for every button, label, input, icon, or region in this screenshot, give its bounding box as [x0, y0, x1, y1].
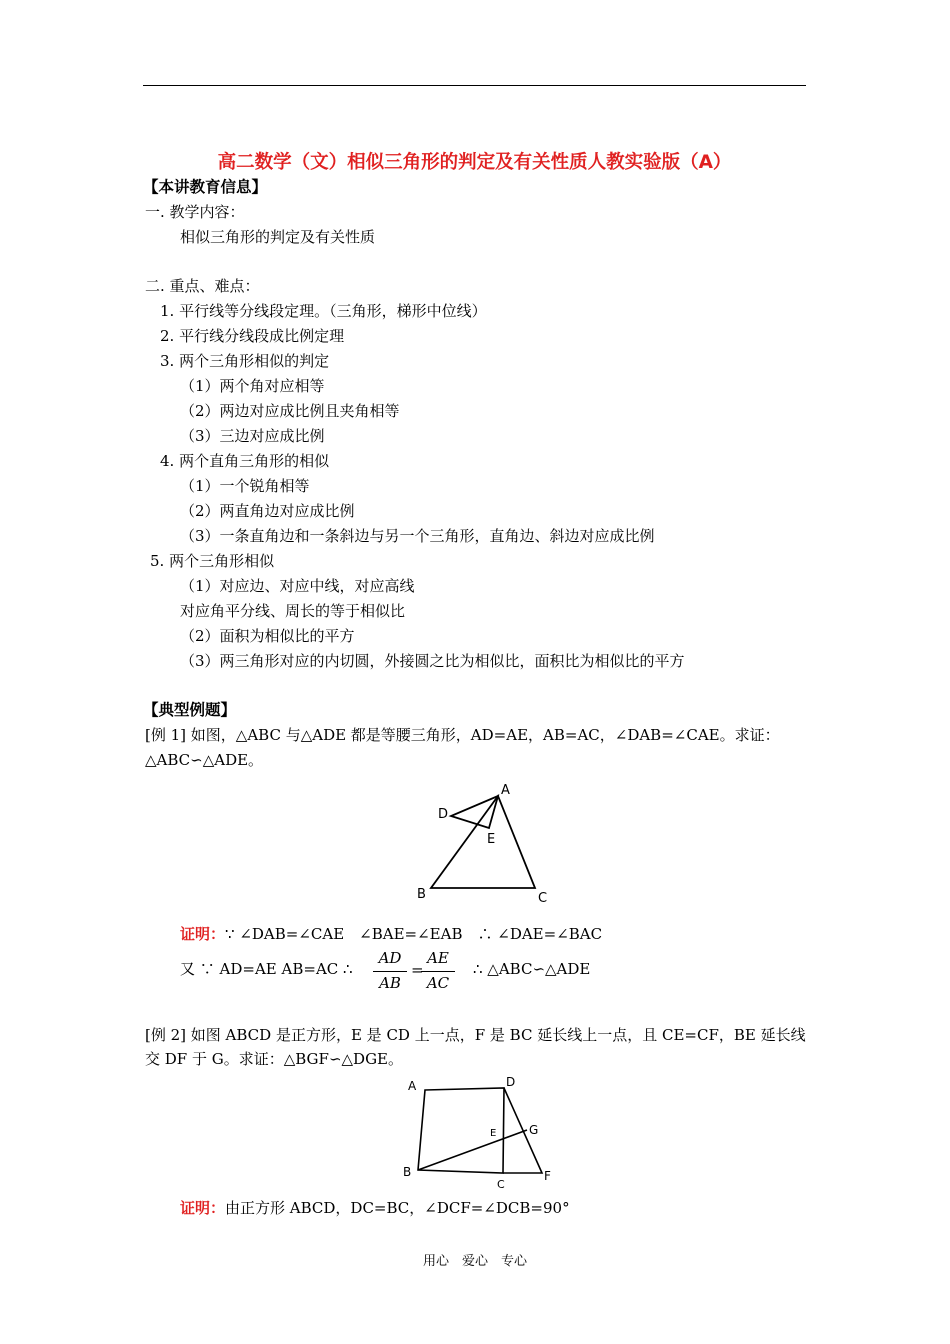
- label-d: D: [438, 807, 449, 822]
- list-item: 2. 平行线分线段成比例定理: [160, 327, 345, 345]
- proof-label: 证明：: [180, 1199, 226, 1217]
- label-b: B: [417, 887, 426, 902]
- label-e: E: [490, 1128, 497, 1139]
- frac2-bar: [421, 971, 455, 972]
- list-item: （1）对应边、对应中线，对应高线: [180, 577, 415, 595]
- frac1-numerator: AD: [378, 949, 402, 967]
- list-item: 4. 两个直角三角形的相似: [160, 452, 330, 470]
- content-text: 相似三角形的判定及有关性质: [180, 228, 376, 246]
- example2-statement: [例 2] 如图 ABCD 是正方形，E 是 CD 上一点，F 是 BC 延长线上一点，且 CE=CF，BE 延长线: [145, 1026, 806, 1044]
- proof1-line2a: 又 ∵ AD=AE AB=AC ∴: [180, 960, 353, 978]
- frac1-denominator: AB: [379, 974, 401, 992]
- proof-label: 证明：: [180, 925, 226, 943]
- section-heading-info: 【本讲教育信息】: [143, 178, 268, 196]
- equals-sign: =: [411, 961, 424, 979]
- label-d: D: [506, 1075, 516, 1089]
- list-item: （2）两直角边对应成比例: [180, 502, 355, 520]
- figure-square: [398, 1070, 568, 1195]
- proof1-line2b: ∴ △ABC∽△ADE: [473, 960, 591, 978]
- list-item: 1. 平行线等分线段定理。（三角形，梯形中位线）: [160, 302, 487, 320]
- list-item: 3. 两个三角形相似的判定: [160, 352, 330, 370]
- label-c: C: [538, 891, 548, 906]
- document-title: 高二数学（文）相似三角形的判定及有关性质人教实验版（A）: [217, 152, 732, 173]
- list-item: （3）一条直角边和一条斜边与另一个三角形，直角边、斜边对应成比例: [180, 527, 655, 545]
- label-e: E: [487, 832, 496, 847]
- example1-statement-cont: △ABC∽△ADE。: [145, 751, 264, 769]
- list-item: 5. 两个三角形相似: [150, 552, 275, 570]
- label-b: B: [403, 1165, 412, 1179]
- header-rule: [143, 85, 806, 86]
- example1-statement: [例 1] 如图，△ABC 与△ADE 都是等腰三角形，AD=AE，AB=AC，∠DAB=∠CAE。求证：: [145, 726, 780, 744]
- label-a: A: [408, 1079, 417, 1093]
- proof2-text: 由正方形 ABCD，DC=BC，∠DCF=∠DCB=90°: [225, 1199, 570, 1217]
- label-c: C: [497, 1178, 505, 1191]
- label-f: F: [544, 1169, 551, 1183]
- list-item: （3）三边对应成比例: [180, 427, 325, 445]
- proof1-line1: [180, 924, 602, 944]
- label-a: A: [501, 783, 510, 798]
- proof1-text: ∵ ∠DAB=∠CAE ∠BAE=∠EAB ∴ ∠DAE=∠BAC: [225, 925, 603, 943]
- example2-statement-cont: 交 DF 于 G。求证：△BGF∽△DGE。: [145, 1050, 404, 1068]
- label-g: G: [529, 1123, 539, 1137]
- content-label: 一. 教学内容：: [145, 203, 245, 221]
- section-heading-examples: 【典型例题】: [143, 701, 237, 719]
- list-item: （1）一个锐角相等: [180, 477, 310, 495]
- list-item: （2）两边对应成比例且夹角相等: [180, 402, 400, 420]
- list-item: （1）两个角对应相等: [180, 377, 325, 395]
- frac1-bar: [373, 971, 407, 972]
- frac2-denominator: AC: [426, 974, 450, 992]
- list-item: （2）面积为相似比的平方: [180, 627, 355, 645]
- page-footer: 用心 爱心 专心: [422, 1254, 527, 1269]
- frac2-numerator: AE: [427, 949, 449, 967]
- proof2-line1: [180, 1198, 570, 1218]
- list-item: （3）两三角形对应的内切圆，外接圆之比为相似比，面积比为相似比的平方: [180, 652, 685, 670]
- list-item: 对应角平分线、周长的等于相似比: [180, 602, 406, 620]
- figure-triangles: [405, 778, 555, 908]
- key-label: 二. 重点、难点：: [145, 277, 260, 295]
